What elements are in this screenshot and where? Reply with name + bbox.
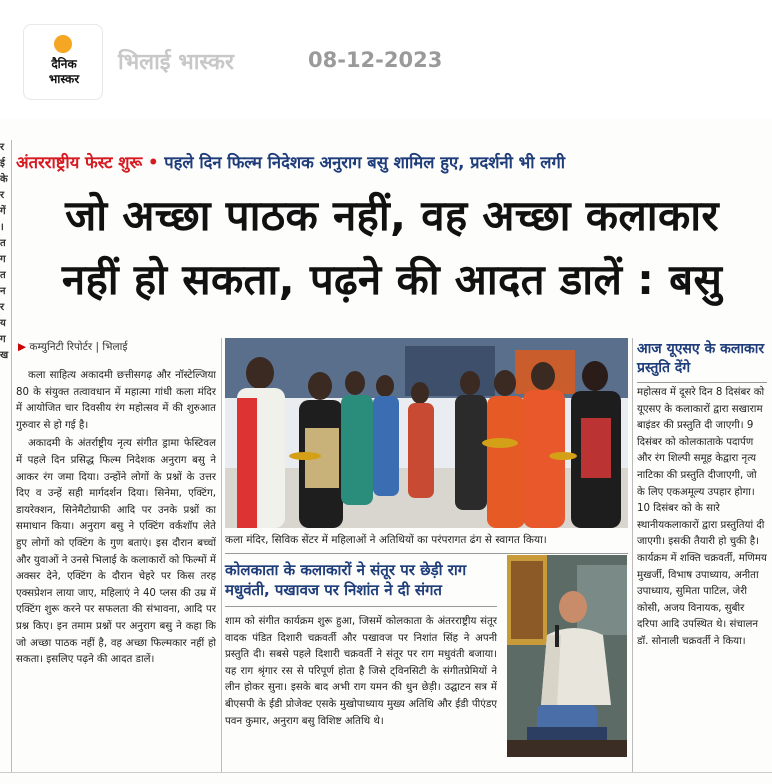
speaker-illustration [507, 555, 627, 757]
strip-char: त [0, 238, 6, 249]
column-divider [632, 338, 633, 772]
column-divider [11, 140, 12, 772]
logo-line2: भास्कर [48, 72, 80, 86]
strip-char: । [0, 222, 4, 233]
kicker-bullet: • [148, 153, 159, 172]
kicker-red: अंतरराष्ट्रीय फेस्ट शुरू [16, 153, 143, 172]
strip-char: य [0, 318, 6, 329]
strip-char: न [0, 286, 6, 297]
right-column-body: महोत्सव में दूसरे दिन 8 दिसंबर को यूएसए के कलाकारों द्वारा सखाराम बाइंडर की प्रस्तुति दी जाएगी। 9 दिसंबर को कोलकाताके पदार्पण और रंग शिल्पी समूह केद्वारा नृत्य नाटिका की प्रस्तुति दीजाएगी, जो के लिए एकअमूल्य उपहार होगा। 10 दिसंबर को के सारे स्थानीयकलाकारों द्वारा प्रस्तुतियां दी जाएगी। इसकी तैयारी हो चुकी है। कार्यक्रम में शक्ति चक्रवर्ती, मणिमय मुखर्जी, विभाष उपाध्याय, अनीता उपाध्याय, सुमिता पाटिल, जेरी कोसी, अजय विनायक, सुबीर दरिपा आदि उपस्थित थे। संचालन डॉ. सोनाली चक्रवर्ती ने किया। [637, 387, 767, 647]
main-story-p1: कला साहित्य अकादमी छत्तीसगढ़ और नॉस्टेल्जिया 80 के संयुक्त तत्वावधान में महात्मा गांधी कला मंदिर में आयोजित चार दिवसीय रंग महोत्सव में की शुरुआत गुरुवार से हो गई है। [16, 370, 216, 431]
story2-body: शाम को संगीत कार्यक्रम शुरू हुआ, जिसमें कोलकाता के अंतरराष्ट्रीय संतूर वादक पंडित दिशारी चक्रवर्ती और पखावज पर निशांत सिंह ने अपनी प्रस्तुति दी। सबसे पहले दिशारी चक्रवर्ती ने संतूर पर राग मधुवंती बजाया। यह राग श्रृंगार रस से परिपूर्ण होता है जिसे ट्विनसिटी के संगीतप्रेमियों ने लीन होकर सुना। इसके बाद अभी राग यमन की धुन छेड़ी। उद्घाटन सत्र में बीएसपी के ईडी प्रोजेक्ट एसके मुखोपाध्याय मुख्य अतिथि और ईडी पीएंडए पवन कुमार, अनुराग बसु विशिष्ट अतिथि थे। [225, 616, 497, 727]
kicker-line [16, 150, 772, 176]
strip-char: ग [0, 334, 6, 345]
logo-line1: दैनिक [51, 57, 77, 71]
strip-char: के [0, 174, 8, 185]
strip-char: गें [0, 206, 6, 217]
byline-reporter: कम्युनिटी रिपोर्टर [29, 341, 93, 353]
women-welcome-photo[interactable] [225, 338, 628, 528]
main-headline [16, 184, 768, 312]
strip-char: ग [0, 254, 6, 265]
bottom-rule [0, 772, 772, 773]
headline-line2: नहीं हो सकता, पढ़ने की आदत डालें : बसु [61, 255, 723, 304]
women-welcome-illustration [225, 338, 628, 528]
byline-city: भिलाई [102, 341, 128, 353]
headline-line1: जो अच्छा पाठक नहीं, वह अच्छा कलाकार [65, 191, 719, 240]
strip-char: र [0, 302, 5, 313]
edition-date: 08-12-2023 [308, 48, 443, 72]
main-story-body [16, 368, 216, 768]
dainik-bhaskar-logo[interactable] [23, 24, 103, 100]
byline-arrow-icon: ▶ [18, 341, 27, 353]
strip-char: त [0, 270, 6, 281]
strip-char: र [0, 190, 5, 201]
kicker-blue: पहले दिन फिल्म निदेशक अनुराग बसु शामिल हुए, प्रदर्शनी भी लगी [164, 153, 566, 172]
photo1-caption: कला मंदिर, सिविक सेंटर में महिलाओं ने अतिथियों का परंपरागत ढंग से स्वागत किया। [225, 534, 547, 546]
app-header [0, 0, 772, 118]
byline [18, 340, 218, 354]
strip-char: ई [0, 158, 5, 169]
right-column-headline: आज यूएसए के कलाकार प्रस्तुति देंगे [637, 340, 767, 383]
adjacent-column-strip [0, 140, 9, 430]
edition-title: भिलाई भास्कर [118, 50, 234, 75]
main-story-p2: अकादमी के अंतर्राष्ट्रीय नृत्य संगीत ड्रामा फेस्टिवल में पहले दिन प्रसिद्ध फिल्म निदेशक अनुराग बसु ने आकर रंग जमा दिया। उन्होंने लोगों के प्रश्नों के उत्तर दिए व उन्हें सही मार्गदर्शन दिया। सिनेमा, एक्टिंग, डायरेक्शन, सिनेमैटोग्राफी आदि पर उनके प्रश्नों का समाधान किया। अनुराग बसु ने एक्टिंग वर्कशॉप लेते हुए लोगों को एक्टिंग के गुण बताएं। इस दौरान बच्चों और युवाओं ने उनसे भिलाई के कलाकारों को फिल्मों में अक्सर देने, एक्टिंग के दौरान चेहरे पर किस तरह एक्सप्रेशन लाया जाए, महिलाएं ने 40 प्लस की उम्र में एक्टिंग शुरू करने पर सफलता की संभावना, आदि पर प्रश्न किए। इन तमाम प्रश्नों पर अनुराग बसु ने कहा कि जो अच्छा पाठक नहीं है, वह अच्छा फिल्मकार नहीं हो सकता। इसलिए पढ़ने की आदत डालें। [16, 438, 216, 666]
column-divider [221, 338, 222, 772]
byline-sep: | [95, 341, 100, 353]
story2-underline [225, 606, 497, 607]
anurag-basu-photo[interactable] [507, 555, 627, 757]
strip-char: र [0, 142, 5, 153]
strip-char: ख [0, 350, 9, 361]
story2-headline: कोलकाता के कलाकारों ने संतूर पर छेड़ी राग मधुवंती, पखावज पर निशांत ने दी संगत [225, 561, 467, 599]
sun-icon [54, 35, 72, 53]
section-divider [225, 553, 628, 554]
